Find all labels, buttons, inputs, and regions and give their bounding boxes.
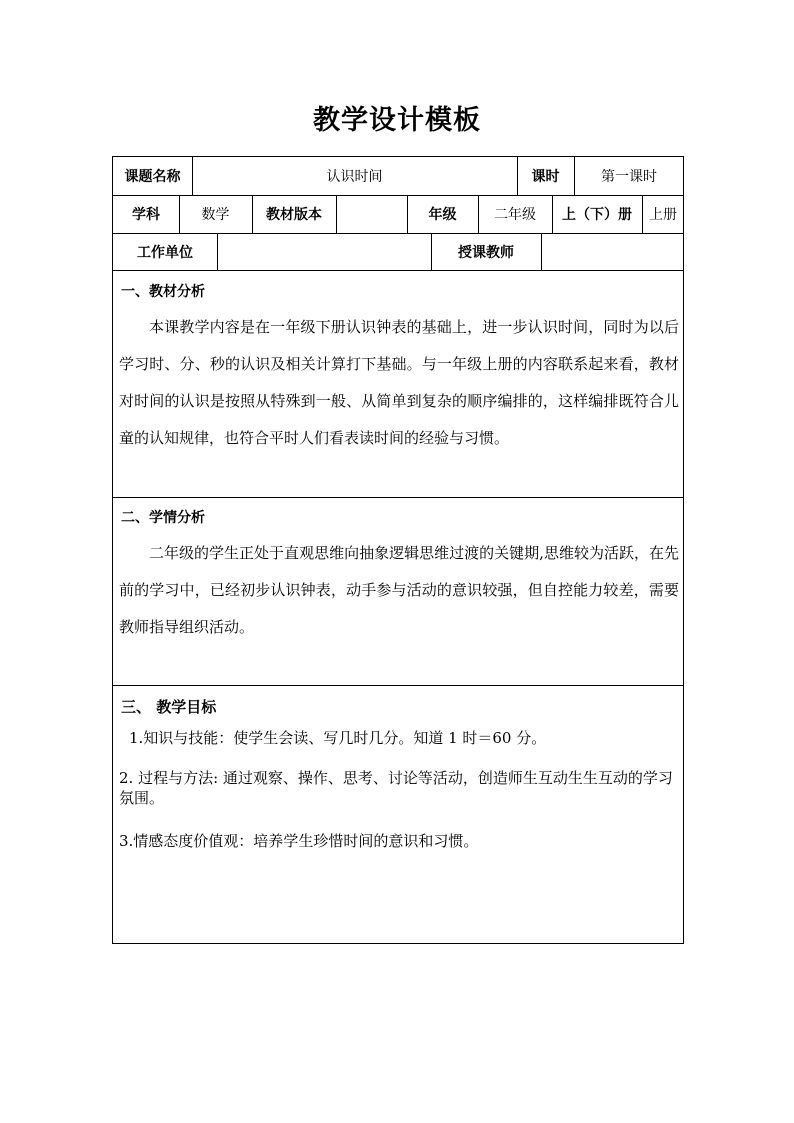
period-value: 第一课时 [601, 169, 657, 185]
section-divider [113, 685, 683, 686]
volume-value: 上册 [649, 207, 677, 223]
subject-label: 学科 [132, 207, 160, 223]
teacher-value [541, 233, 684, 270]
goal-attitude: 3.情感态度价值观：培养学生珍惜时间的意识和习惯。 [119, 832, 479, 850]
students-paragraph: 二年级的学生正处于直观思维向抽象逻辑思维过渡的关键期,思维较为活跃，在先前的学习中，已经初步认识钟表，动手参与活动的意识较强，但自控能力较差，需要教师指导组织活动。 [119, 544, 679, 636]
section-divider [113, 497, 683, 498]
goal-process: 2. 过程与方法: 通过观察、操作、思考、讨论等活动，创造师生互动生生互动的学习氛围。 [119, 769, 673, 807]
lesson-plan-table [112, 156, 684, 944]
edition-label: 教材版本 [266, 207, 322, 223]
student-analysis-heading: 二、学情分析 [121, 510, 205, 526]
material-analysis-heading: 一、教材分析 [121, 284, 205, 300]
goal-knowledge: 1.知识与技能：使学生会读、写几时几分。知道 1 时＝60 分。 [129, 729, 547, 747]
material-analysis-text [119, 309, 679, 457]
grade-label: 年级 [428, 207, 457, 223]
teaching-goals-heading: 三、 教学目标 [121, 698, 217, 716]
topic-label: 课题名称 [124, 169, 181, 185]
material-paragraph: 本课教学内容是在一年级下册认识钟表的基础上，进一步认识时间，同时为以后学习时、分、秒的认识及相关计算打下基础。与一年级上册的内容联系起来看，教材对时间的认识是按照从特殊到一般、从简单到复杂的顺序编排的，这样编排既符合儿童的认知规律，也符合平时人们看表读时间的经验与习惯。 [119, 318, 679, 447]
subject-value: 数学 [201, 207, 230, 223]
teacher-label: 授课教师 [458, 244, 514, 261]
unit-value [217, 233, 431, 270]
volume-label: 上（下）册 [562, 207, 632, 223]
page-title: 教学设计模板 [313, 105, 481, 136]
grade-value: 二年级 [494, 207, 536, 223]
period-label: 课时 [531, 169, 560, 185]
student-analysis-text [119, 535, 679, 646]
row-divider [113, 270, 683, 271]
edition-value [336, 195, 407, 233]
unit-label: 工作单位 [137, 244, 193, 261]
topic-value: 认识时间 [326, 169, 383, 185]
